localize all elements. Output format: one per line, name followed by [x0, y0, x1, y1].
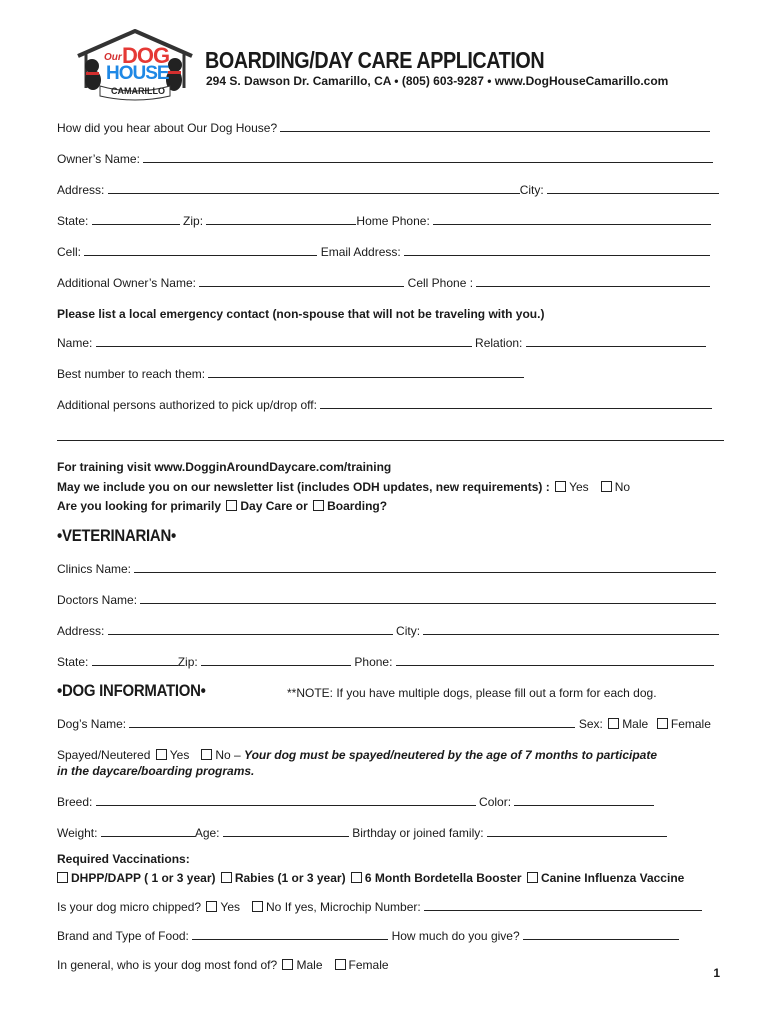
weight-field[interactable] — [101, 826, 195, 837]
microchip-row — [57, 900, 702, 914]
owners-name-field[interactable] — [143, 152, 713, 163]
spayed-yes-label: Yes — [169, 748, 190, 762]
state-zip-row — [57, 214, 711, 228]
doctor-label: Doctors Name: — [57, 593, 138, 607]
vet-city-label: City: — [396, 624, 421, 638]
vacc-bordetella-checkbox[interactable] — [351, 872, 362, 883]
zip-label: Zip: — [183, 214, 204, 228]
spayed-row — [57, 748, 657, 762]
relation-field[interactable] — [526, 336, 706, 347]
vet-phone-field[interactable] — [396, 655, 714, 666]
fond-male-checkbox[interactable] — [282, 959, 293, 970]
fond-female-checkbox[interactable] — [335, 959, 346, 970]
vacc-influenza-label: Canine Influenza Vaccine — [540, 871, 685, 885]
state-field[interactable] — [92, 214, 180, 225]
cell-field[interactable] — [84, 245, 317, 256]
vacc-influenza-checkbox[interactable] — [527, 872, 538, 883]
authorized-label: Additional persons authorized to pick up/drop off: — [57, 398, 317, 412]
home-phone-field[interactable] — [433, 214, 711, 225]
sex-female-checkbox[interactable] — [657, 718, 668, 729]
sex-female-label: Female — [670, 717, 711, 731]
authorized-row — [57, 398, 712, 412]
city-label: City: — [519, 183, 544, 197]
cell-phone-label: Cell Phone : — [407, 276, 474, 290]
additional-owner-row — [57, 276, 710, 290]
sex-label: Sex: — [578, 717, 603, 731]
dog-info-heading: •DOG INFORMATION• — [57, 681, 206, 700]
logo — [74, 28, 196, 104]
email-label: Email Address: — [320, 245, 401, 259]
emergency-name-label: Name: — [57, 336, 93, 350]
vacc-bordetella-label: 6 Month Bordetella Booster — [364, 871, 522, 885]
address-label: Address: — [57, 183, 105, 197]
food-field[interactable] — [192, 929, 388, 940]
logo-our-text: Our — [104, 52, 122, 63]
emergency-name-field[interactable] — [96, 336, 472, 347]
hear-about-row — [57, 121, 710, 135]
home-phone-label: Home Phone: — [356, 214, 430, 228]
owners-name-label: Owner’s Name: — [57, 152, 140, 166]
vaccinations-row — [57, 871, 684, 885]
spayed-no-label: No – — [215, 748, 241, 762]
vacc-rabies-checkbox[interactable] — [221, 872, 232, 883]
dog-name-label: Dog’s Name: — [57, 717, 127, 731]
sex-male-label: Male — [622, 717, 649, 731]
microchip-yes-checkbox[interactable] — [206, 901, 217, 912]
color-field[interactable] — [514, 795, 654, 806]
best-number-field[interactable] — [208, 367, 524, 378]
looking-for-row — [57, 499, 387, 513]
training-link: For training visit www.DogginAroundDaycare.com/training — [57, 460, 392, 474]
hear-about-label: How did you hear about Our Dog House? — [57, 121, 278, 135]
vet-address-row — [57, 624, 719, 638]
vet-state-field[interactable] — [92, 655, 178, 666]
vet-address-field[interactable] — [108, 624, 393, 635]
newsletter-row — [57, 480, 630, 494]
vet-zip-field[interactable] — [201, 655, 351, 666]
breed-row — [57, 795, 654, 809]
vacc-heading: Required Vaccinations: — [57, 852, 190, 866]
doctor-row — [57, 593, 716, 607]
food-row — [57, 929, 679, 943]
how-much-label: How much do you give? — [391, 929, 520, 943]
vet-zip-label: Zip: — [177, 655, 198, 669]
logo-house-text: HOUSE — [106, 63, 169, 84]
vet-phone-label: Phone: — [354, 655, 393, 669]
fond-of-label: In general, who is your dog most fond of? — [57, 958, 278, 972]
weight-row — [57, 826, 667, 840]
newsletter-no-label: No — [614, 480, 631, 494]
vet-state-label: State: — [57, 655, 89, 669]
zip-field[interactable] — [206, 214, 356, 225]
dog-name-row — [57, 717, 711, 731]
cell-label: Cell: — [57, 245, 82, 259]
boarding-checkbox[interactable] — [313, 500, 324, 511]
vet-address-label: Address: — [57, 624, 105, 638]
breed-field[interactable] — [96, 795, 476, 806]
relation-label: Relation: — [475, 336, 523, 350]
vacc-dhpp-label: DHPP/DAPP ( 1 or 3 year) — [71, 871, 216, 885]
vet-state-row — [57, 655, 714, 669]
newsletter-no-checkbox[interactable] — [601, 481, 612, 492]
microchip-no-label: No If yes, Microchip Number: — [266, 900, 421, 914]
fond-female-label: Female — [348, 958, 389, 972]
authorized-field[interactable] — [320, 398, 712, 409]
clinic-row — [57, 562, 716, 576]
clinic-field[interactable] — [134, 562, 716, 573]
age-field[interactable] — [223, 826, 349, 837]
day-care-label: Day Care or — [240, 499, 308, 513]
boarding-label: Boarding? — [327, 499, 388, 513]
owners-name-row — [57, 152, 713, 166]
best-number-row — [57, 367, 524, 381]
authorized-field-2[interactable] — [57, 430, 724, 441]
day-care-checkbox[interactable] — [226, 500, 237, 511]
best-number-label: Best number to reach them: — [57, 367, 206, 381]
additional-owner-label: Additional Owner’s Name: — [57, 276, 196, 290]
address-field[interactable] — [108, 183, 520, 194]
email-field[interactable] — [404, 245, 710, 256]
logo-dog-text: DOG — [122, 43, 170, 68]
color-label: Color: — [479, 795, 512, 809]
vacc-rabies-label: Rabies (1 or 3 year) — [234, 871, 346, 885]
microchip-no-checkbox[interactable] — [252, 901, 263, 912]
microchip-number-field[interactable] — [424, 900, 702, 911]
emergency-heading: Please list a local emergency contact (non-spouse that will not be traveling with you.) — [57, 307, 545, 321]
form-title: BOARDING/DAY CARE APPLICATION — [205, 47, 545, 73]
newsletter-yes-checkbox[interactable] — [555, 481, 566, 492]
page-number: 1 — [713, 966, 720, 980]
vacc-dhpp-checkbox[interactable] — [57, 872, 68, 883]
form-subtitle: 294 S. Dawson Dr. Camarillo, CA • (805) 603-9287 • www.DogHouseCamarillo.com — [206, 74, 669, 88]
vet-heading: •VETERINARIAN• — [57, 526, 176, 545]
dog-note: **NOTE: If you have multiple dogs, please fill out a form for each dog. — [287, 686, 657, 700]
spayed-label: Spayed/Neutered — [57, 748, 151, 762]
newsletter-yes-label: Yes — [569, 480, 589, 494]
address-row — [57, 183, 719, 197]
spayed-yes-checkbox[interactable] — [156, 749, 167, 760]
spay-note-1: Your dog must be spayed/neutered by the age of 7 months to participate — [244, 748, 657, 762]
hear-about-field[interactable] — [280, 121, 710, 132]
cell-phone-field[interactable] — [476, 276, 710, 287]
birthday-field[interactable] — [487, 826, 667, 837]
newsletter-label: May we include you on our newsletter list (includes ODH updates, new requirements) : — [57, 480, 550, 494]
food-label: Brand and Type of Food: — [57, 929, 189, 943]
emergency-name-row — [57, 336, 706, 350]
weight-label: Weight: — [57, 826, 98, 840]
spayed-no-checkbox[interactable] — [201, 749, 212, 760]
fond-of-row — [57, 958, 389, 972]
birthday-label: Birthday or joined family: — [352, 826, 484, 840]
doctor-field[interactable] — [140, 593, 716, 604]
vet-city-field[interactable] — [423, 624, 719, 635]
age-label: Age: — [194, 826, 220, 840]
spay-note-2: in the daycare/boarding programs. — [57, 764, 255, 778]
additional-owner-field[interactable] — [199, 276, 404, 287]
logo-camarillo-text: CAMARILLO — [111, 86, 165, 96]
city-field[interactable] — [547, 183, 719, 194]
cell-email-row — [57, 245, 710, 259]
microchip-yes-label: Yes — [220, 900, 240, 914]
how-much-field[interactable] — [523, 929, 679, 940]
fond-male-label: Male — [296, 958, 323, 972]
sex-male-checkbox[interactable] — [608, 718, 619, 729]
dog-name-field[interactable] — [129, 717, 575, 728]
clinic-label: Clinics Name: — [57, 562, 132, 576]
authorized-row-2 — [57, 430, 724, 444]
microchip-label: Is your dog micro chipped? — [57, 900, 202, 914]
breed-label: Breed: — [57, 795, 93, 809]
looking-for-label: Are you looking for primarily — [57, 499, 222, 513]
state-label: State: — [57, 214, 89, 228]
